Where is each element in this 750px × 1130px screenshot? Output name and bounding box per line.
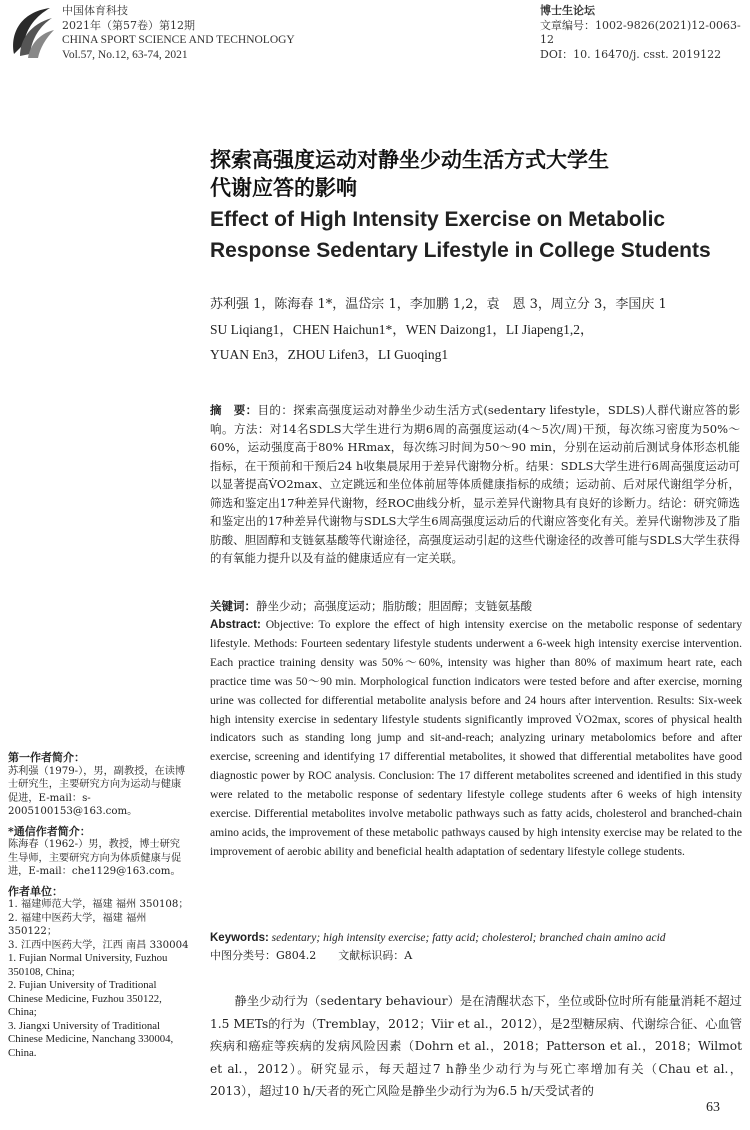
- affiliation-item: 1. Fujian Normal University, Fuzhou 350108, China;: [8, 952, 168, 978]
- article-number: 文章编号：1002-9826(2021)12-0063-12: [540, 18, 741, 46]
- volume-info: Vol.57, No.12, 63-74, 2021: [62, 48, 188, 61]
- abstract-en-label: Abstract:: [210, 618, 261, 631]
- keywords-en-text: sedentary; high intensity exercise; fatty acid; cholesterol; branched chain amino acid: [271, 932, 666, 944]
- keywords-cn: [210, 597, 740, 616]
- affiliation-heading: 作者单位：: [8, 884, 63, 898]
- affiliation-item: 2. Fujian University of Traditional Chinese Medicine, Fuzhou 350122, China;: [8, 979, 162, 1018]
- abstract-cn-text: 目的：探索高强度运动对静坐少动生活方式(sedentary lifestyle，SDLS)人群代谢应答的影响。方法：对14名SDLS大学生进行为期6周的高强度运动(4～5次/周)干预，每次练习密度为50%～60%，运动强度高于80% HRmax，每次练习时间为50～90 min，分别在运动前后测试身体形态机能指标，在干预前和干预后24 h收集晨尿用于差异代谢物分析。结果：SDLS大学生进行6周高强度运动可以显著提高V̇O2max、立定跳远和坐位体前屈等体质健康指标的成绩；运动前、后对尿代谢组学分析，筛选和鉴定出17种差异代谢物，经ROC曲线分析，显示差异代谢物具有良好的诊断力。结论：研究筛选和鉴定出的17种差异代谢物与SDLS大学生6周高强度运动后的代谢应答变化有关。差异代谢物涉及了脂肪酸、胆固醇和支链氨基酸等代谢途径，高强度运动引起的这些代谢途径的改善可能与SDLS大学生获得的有氧能力提升以及有益的健康适应有一定关联。: [210, 403, 740, 565]
- body-text: [210, 990, 742, 1103]
- abstract-en-text: Objective: To explore the effect of high intensity exercise on the metabolic response of sedentary lifestyle. Methods: Fourteen sedentary lifestyle students underwent a 6-week high intensity exercise intervention. Each practice training density was 50%～60%, intensity was higher than 80% of maximum heart rate, each practice time was 50～90 min. Morphological function indicators were tested before and after exercise, morning urine was collected for differential metabolite analysis before and 24 hours after intervention. Results: Six-week high intensity exercise in sedentary lifestyle students significantly improved V̇O2max, scores of physical health indicators such as standing long jump and sit-and-reach; analyzing urinary metabolomics before and after exercise, screening and identifying 17 differential metabolites, it showed that differential metabolites have good diagnostic power by ROC analysis. Conclusion: The 17 different metabolites screened and identified in this study were related to the metabolic response of sedentary lifestyle college students after 6 weeks of high intensity exercise. Differential metabolites involve metabolic pathways such as fatty acids, cholesterol and branched-chain amino acids, the improvement of these metabolic pathways caused by high intensity exercise may be related to the improvement of aerobic ability and beneficial health adaptation of sedentary lifestyle college students.: [210, 618, 742, 858]
- issue-cn: 2021年（第57卷）第12期: [62, 18, 195, 32]
- corresponding-author-heading: *通信作者简介：: [8, 824, 91, 838]
- body-text-content: 静坐少动行为（sedentary behaviour）是在清醒状态下，坐位或卧位时所有能量消耗不超过1.5 METs的行为（Tremblay，2012；Viir et al.，2012），是2型糖尿病、代谢综合征、心血管疾病和癌症等疾病的发病风险因素（Dohrn et al.，2018；Patterson et al.，2018；Wilmot et al.，2012）。研究显示，每天超过7 h静坐少动行为与死亡率增加有关（Chau et al.，2013），超过10 h/天者的死亡风险是静坐少动行为为6.5 h/天受试者的: [210, 994, 742, 1098]
- affiliation-item: 3. Jiangxi University of Traditional Chinese Medicine, Nanchang 330004, China.: [8, 1019, 174, 1059]
- title-cn-line-1: 探索高强度运动对静坐少动生活方式大学生: [210, 147, 609, 172]
- keywords-en-label: Keywords:: [210, 932, 269, 944]
- first-author-bio: 苏利强（1979-），男，副教授，在读博士研究生，主要研究方向为运动与健康促进，E-mail：s-2005100153@163.com。: [8, 765, 186, 817]
- title-en: [210, 204, 740, 266]
- corresponding-author-bio: 陈海春（1962-）男，教授，博士研究生导师，主要研究方向为体质健康与促进，E-mail：che1129@163.com。: [8, 839, 182, 877]
- keywords-cn-text: 静坐少动；高强度运动；脂肪酸；胆固醇；支链氨基酸: [256, 599, 532, 613]
- authors-en-line-2: YUAN En3，ZHOU Lifen3，LI Guoqing1: [210, 347, 449, 362]
- article-meta: [540, 4, 750, 62]
- affiliation-item: 1. 福建师范大学，福建 福州 350108；: [8, 899, 189, 910]
- first-author-heading: 第一作者简介：: [8, 751, 85, 764]
- journal-logo-icon: [8, 4, 56, 60]
- keywords-en: [210, 930, 750, 946]
- title-cn: [210, 146, 730, 202]
- affiliation-item: 3. 江西中医药大学，江西 南昌 330004: [8, 939, 189, 951]
- doi: DOI：10. 16470/j. csst. 2019122: [540, 47, 722, 61]
- page-number: 63: [706, 1100, 720, 1115]
- title-en-line-1: Effect of High Intensity Exercise on Metabolic: [210, 208, 666, 231]
- authors-cn: 苏利强 1，陈海春 1*，温岱宗 1，李加鹏 1,2，袁 恩 3，周立分 3，李国庆 1: [210, 297, 667, 312]
- author-notes: [8, 745, 190, 1060]
- journal-header: [62, 4, 295, 62]
- title-en-line-2: Response Sedentary Lifestyle in College Students: [210, 239, 711, 262]
- authors: [210, 292, 740, 367]
- title-cn-line-2: 代谢应答的影响: [210, 175, 357, 200]
- abstract-cn-label: 摘 要：: [210, 403, 258, 417]
- affiliation-item: 2. 福建中医药大学，福建 福州 350122；: [8, 912, 147, 937]
- classification: 中图分类号：G804.2 文献标识码：A: [210, 949, 413, 962]
- authors-en-line-1: SU Liqiang1，CHEN Haichun1*，WEN Daizong1，LI Jiapeng1,2，: [210, 322, 594, 337]
- keywords-cn-label: 关键词：: [210, 599, 256, 613]
- column-name: 博士生论坛: [540, 4, 595, 17]
- journal-name-cn: 中国体育科技: [62, 4, 128, 17]
- journal-name-en: CHINA SPORT SCIENCE AND TECHNOLOGY: [62, 34, 295, 46]
- abstract-en: [210, 616, 742, 862]
- abstract-cn: [210, 401, 740, 568]
